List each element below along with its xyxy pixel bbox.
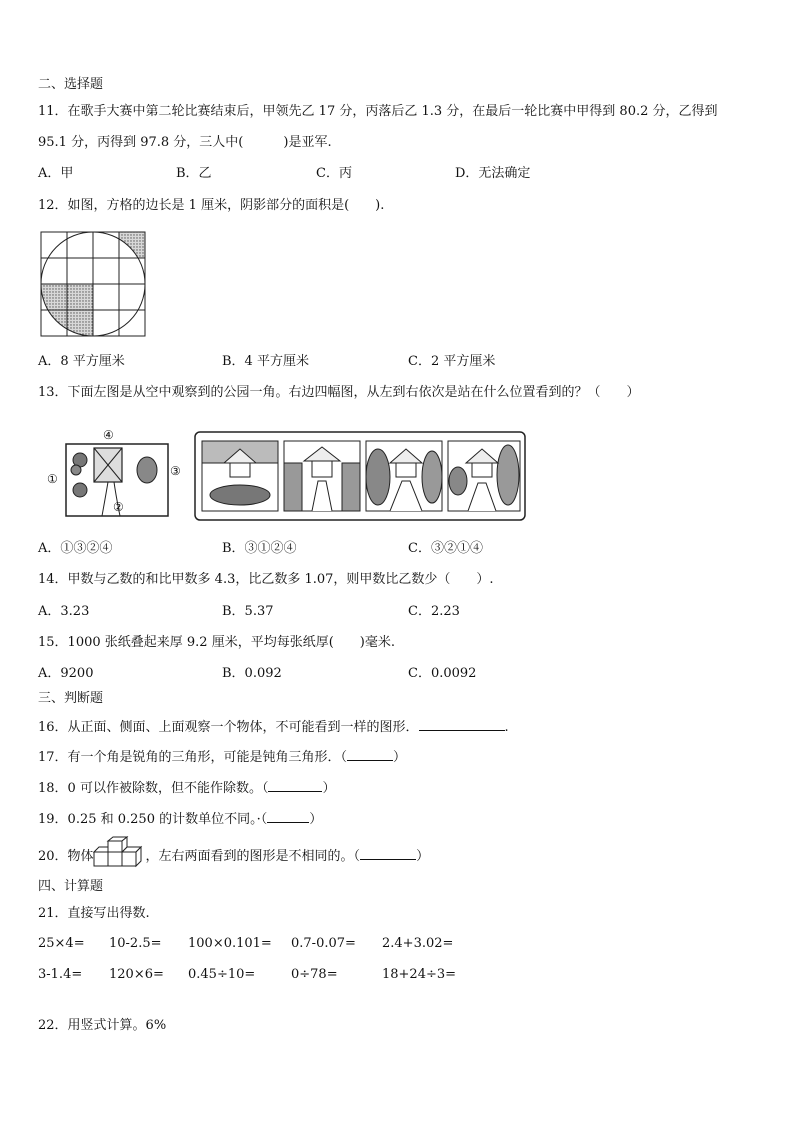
q15-option-b[interactable]: B．0.092 [222,666,282,681]
section-heading-calc: 四、计算题 [38,879,104,894]
q16-tail: . [504,720,509,735]
q13-option-a[interactable]: A．①③②④ [38,541,113,556]
section-heading-choice: 二、选择题 [38,77,104,92]
q14-option-c[interactable]: C．2.23 [408,604,460,619]
q20-tail: ） [416,849,430,864]
q19-question [38,810,322,829]
q13-map-label-1: ① [47,472,58,486]
q20-cubes-figure [93,836,147,868]
q21-expr-3: 100×0.101= [188,936,272,951]
q21-expr-9: 0÷78= [291,967,338,982]
q14-option-b[interactable]: B．5.37 [222,604,274,619]
q13-map-label-3: ③ [170,464,181,478]
q21-expr-6: 3-1.4= [38,967,83,982]
q17-question [38,748,406,767]
q15-option-a[interactable]: A．9200 [38,666,94,681]
q21-expr-2: 10-2.5= [109,936,162,951]
q16-question [38,718,509,737]
q13-view-2 [284,441,360,511]
q11-line1: 11．在歌手大赛中第二轮比赛结束后，甲领先乙 17 分，丙落后乙 1.3 分，在最后一轮比赛中甲得到 80.2 分，乙得到 [38,104,718,119]
q22-question: 22．用竖式计算。6% [38,1018,167,1033]
q13-view-3 [366,441,442,511]
q17-text: 17．有一个角是锐角的三角形，可能是钝角三角形．（ [38,750,348,765]
q19-text: 19．0.25 和 0.250 的计数单位不同。·（ [38,812,268,827]
q21-expr-4: 0.7-0.07= [291,936,356,951]
q12-question: 12．如图，方格的边长是 1 厘米，阴影部分的面积是( ). [38,198,385,213]
q18-tail: ） [322,781,336,796]
q13-view-1 [202,441,278,511]
q13-option-b[interactable]: B．③①②④ [222,541,297,556]
q18-text: 18．0 可以作被除数，但不能作除数。（ [38,781,269,796]
q14-question: 14．甲数与乙数的和比甲数多 4.3，比乙数多 1.07，则甲数比乙数少（ ）. [38,572,494,587]
q14-option-a[interactable]: A．3.23 [38,604,90,619]
q18-answer-blank[interactable] [268,779,322,792]
section-heading-judge: 三、判断题 [38,691,104,706]
q21-expr-1: 25×4= [38,936,85,951]
q21-question: 21．直接写出得数. [38,906,150,921]
q12-option-b[interactable]: B．4 平方厘米 [222,354,309,369]
q20-answer-blank[interactable] [360,847,416,860]
q19-tail: ） [309,812,323,827]
q13-question: 13．下面左图是从空中观察到的公园一角。右边四幅图，从左到右依次是站在什么位置看到的？（ ） [38,385,640,400]
q13-option-c[interactable]: C．③②①④ [408,541,483,556]
q21-expr-7: 120×6= [109,967,164,982]
q13-views-panel [194,431,526,521]
q11-line2-end: )是亚军. [283,135,332,150]
q17-answer-blank[interactable] [347,748,393,761]
q11-line2 [38,134,332,152]
q15-option-c[interactable]: C．0.0092 [408,666,477,681]
q11-answer-blank[interactable] [243,134,283,146]
q13-map-label-4: ④ [103,428,114,442]
q20-text-end: ，左右两面看到的图形是不相同的。（ [145,849,361,864]
q11-option-b[interactable]: B．乙 [176,166,212,181]
q12-grid-circle-figure [40,231,146,337]
q12-option-a[interactable]: A．8 平方厘米 [38,354,125,369]
q21-expr-5: 2.4+3.02= [382,936,454,951]
q13-map-label-2: ② [113,500,124,514]
q17-tail: ） [393,750,407,765]
q16-answer-blank[interactable] [419,718,505,731]
q11-option-c[interactable]: C．丙 [316,166,352,181]
q11-option-d[interactable]: D．无法确定 [455,166,531,181]
q13-view-4 [448,441,520,511]
q21-expr-10: 18+24÷3= [382,967,457,982]
q16-text: 16．从正面、侧面、上面观察一个物体，不可能看到一样的图形． [38,720,419,735]
q15-question: 15．1000 张纸叠起来厚 9.2 厘米，平均每张纸厚( )毫米. [38,635,395,650]
q11-option-a[interactable]: A．甲 [38,166,74,181]
q11-line2-start: 95.1 分，丙得到 97.8 分，三人中( [38,135,244,150]
q18-question [38,779,335,798]
q19-answer-blank[interactable] [267,810,309,823]
q21-expr-8: 0.45÷10= [188,967,256,982]
q12-option-c[interactable]: C．2 平方厘米 [408,354,496,369]
q20-text-start: 20．物体 [38,849,94,864]
